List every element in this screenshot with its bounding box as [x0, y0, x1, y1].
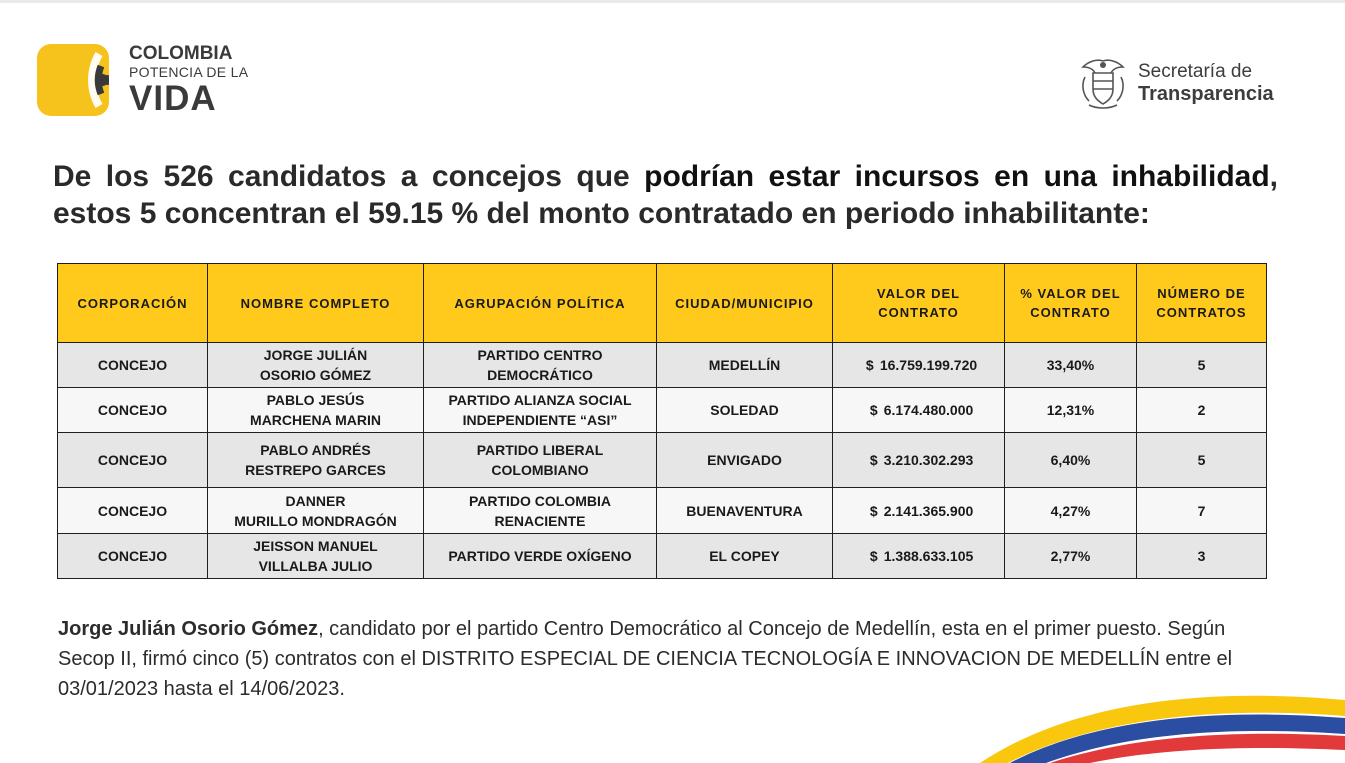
header-agrupacion: AGRUPACIÓN POLÍTICA [424, 264, 657, 343]
cell-partido: PARTIDO VERDE OXÍGENO [424, 534, 657, 579]
nombre-line-1: PABLO ANDRÉS [260, 442, 371, 458]
cell-pct: 4,27% [1005, 488, 1137, 534]
cell-valor [833, 534, 1005, 579]
cell-valor [833, 488, 1005, 534]
brand-line-3: VIDA [129, 79, 217, 118]
cell-ciudad: EL COPEY [657, 534, 833, 579]
brand-line-2: POTENCIA DE LA [129, 64, 249, 80]
top-divider [0, 0, 1345, 3]
cell-valor [833, 388, 1005, 433]
header-pct-l1: % VALOR DEL [1020, 286, 1121, 301]
partido-line-2: DEMOCRÁTICO [487, 367, 593, 383]
header-num [1137, 264, 1267, 343]
currency-symbol: $ [869, 402, 878, 418]
cell-pct: 2,77% [1005, 534, 1137, 579]
header-valor-l1: VALOR DEL [876, 286, 961, 301]
table-header-row [58, 264, 1267, 343]
valor-amount: 2.141.365.900 [883, 502, 974, 519]
partido-line-2: INDEPENDIENTE “ASI” [462, 412, 618, 428]
wifi-waves-icon [37, 44, 109, 116]
candidate-name: Jorge Julián Osorio Gómez [58, 618, 319, 640]
flag-waves-decoration [980, 690, 1345, 763]
table-row [58, 488, 1267, 534]
valor-amount: 6.174.480.000 [883, 402, 974, 418]
partido-line-1: PARTIDO ALIANZA SOCIAL [448, 392, 632, 408]
header-corporacion: CORPORACIÓN [58, 264, 208, 343]
partido-line-2: RENACIENTE [494, 512, 586, 529]
cell-ciudad: ENVIGADO [657, 433, 833, 488]
valor-amount: 3.210.302.293 [883, 452, 974, 468]
header-num-l2: CONTRATOS [1156, 305, 1247, 320]
cell-valor [833, 433, 1005, 488]
header-pct [1005, 264, 1137, 343]
cell-corporacion: CONCEJO [58, 488, 208, 534]
cell-pct: 33,40% [1005, 343, 1137, 388]
cell-partido [424, 343, 657, 388]
secretaria-label: Secretaría de [1138, 61, 1253, 82]
valor-amount: 16.759.199.720 [879, 357, 978, 373]
table-row [58, 343, 1267, 388]
cell-ciudad: MEDELLÍN [657, 343, 833, 388]
table-row [58, 388, 1267, 433]
cell-num: 3 [1137, 534, 1267, 579]
header-nombre: NOMBRE COMPLETO [208, 264, 424, 343]
page-heading [53, 158, 1278, 232]
cell-nombre [208, 433, 424, 488]
header-ciudad: CIUDAD/MUNICIPIO [657, 264, 833, 343]
header-valor-l2: CONTRATO [878, 305, 959, 320]
cell-num: 2 [1137, 388, 1267, 433]
heading-emphasis: podrían estar incursos en una inhabilidad [644, 160, 1270, 193]
cell-corporacion: CONCEJO [58, 343, 208, 388]
candidates-table [57, 263, 1267, 579]
colombia-potencia-logo [37, 44, 277, 120]
nombre-line-1: JORGE JULIÁN [263, 347, 368, 363]
header-pct-l2: CONTRATO [1030, 305, 1111, 320]
cell-ciudad: SOLEDAD [657, 388, 833, 433]
nombre-line-2: VILLALBA JULIO [258, 558, 373, 574]
cell-pct: 12,31% [1005, 388, 1137, 433]
heading-text-start: De los 526 candidatos a concejos que [53, 160, 645, 193]
cell-num: 7 [1137, 488, 1267, 534]
cell-partido [424, 388, 657, 433]
nombre-line-1: JEISSON MANUEL [253, 538, 378, 554]
currency-symbol: $ [865, 357, 874, 373]
secretaria-transparencia-logo [1075, 55, 1305, 115]
cell-partido [424, 488, 657, 534]
coat-of-arms-icon [1075, 55, 1131, 111]
table-row [58, 534, 1267, 579]
cell-corporacion: CONCEJO [58, 433, 208, 488]
nombre-line-1: DANNER [285, 492, 346, 509]
heading-comma: , [1269, 160, 1278, 193]
cell-corporacion: CONCEJO [58, 388, 208, 433]
partido-line-1: PARTIDO LIBERAL [476, 442, 604, 458]
brand-line-1: COLOMBIA [129, 43, 233, 64]
header-num-l1: NÚMERO DE [1157, 286, 1246, 301]
cell-nombre [208, 534, 424, 579]
cell-valor [833, 343, 1005, 388]
nombre-line-1: PABLO JESÚS [266, 392, 365, 408]
partido-line-1: PARTIDO CENTRO [477, 347, 603, 363]
currency-symbol: $ [869, 502, 878, 519]
currency-symbol: $ [869, 548, 878, 564]
partido-line-1: PARTIDO COLOMBIA [468, 492, 612, 509]
heading-line-1 [53, 158, 1278, 195]
nombre-line-2: MURILLO MONDRAGÓN [234, 512, 397, 529]
nombre-line-2: MARCHENA MARIN [250, 412, 381, 428]
cell-nombre [208, 388, 424, 433]
cell-partido [424, 433, 657, 488]
cell-pct: 6,40% [1005, 433, 1137, 488]
summary-text: , candidato por el partido Centro Democrático al Concejo de Medellín, esta en el primer puesto. Según Secop II, firmó cinco (5) contratos con el DISTRITO ESPECIAL DE CIENCIA TECNOLOGÍA E INNOVACION DE MEDELLÍN entre el 03/01/2023 hasta el 14/06/2023. [58, 618, 1233, 700]
currency-symbol: $ [869, 452, 878, 468]
cell-corporacion: CONCEJO [58, 534, 208, 579]
heading-line-2: estos 5 concentran el 59.15 % del monto contratado en periodo inhabilitante: [53, 197, 1150, 230]
transparencia-label: Transparencia [1138, 83, 1274, 105]
valor-amount: 1.388.633.105 [883, 548, 974, 564]
table-row [58, 433, 1267, 488]
nombre-line-2: RESTREPO GARCES [245, 462, 386, 478]
cell-nombre [208, 343, 424, 388]
nombre-line-2: OSORIO GÓMEZ [259, 367, 372, 383]
partido-line-2: COLOMBIANO [491, 462, 589, 478]
cell-num: 5 [1137, 343, 1267, 388]
cell-num: 5 [1137, 433, 1267, 488]
cell-nombre [208, 488, 424, 534]
header-valor [833, 264, 1005, 343]
cell-ciudad: BUENAVENTURA [657, 488, 833, 534]
